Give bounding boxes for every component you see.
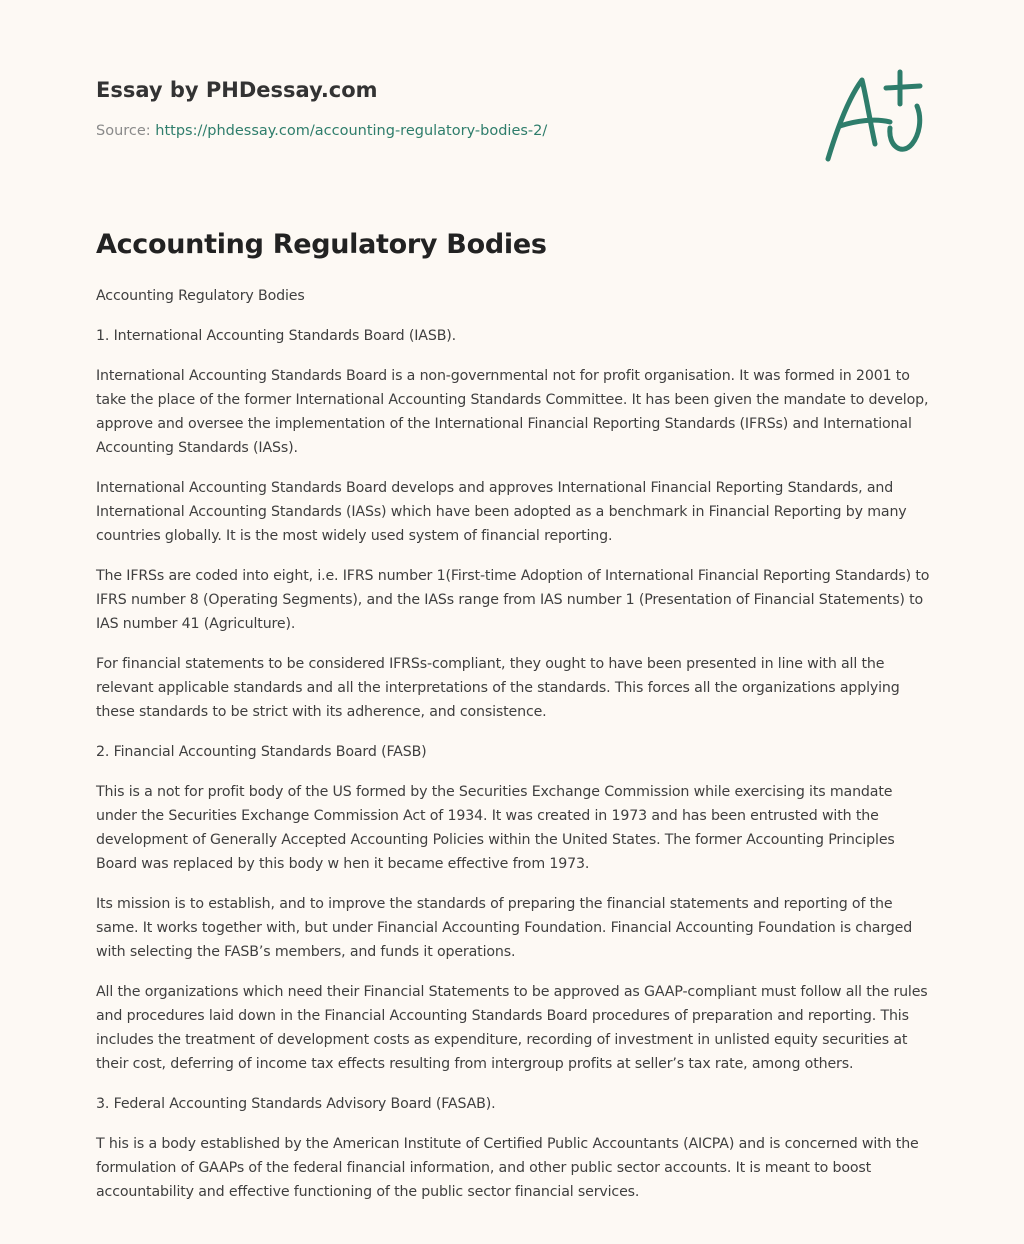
paragraph: Accounting Regulatory Bodies: [96, 288, 305, 304]
paragraph: All the organizations which need their Financial Statements to be approved as GAAP-compliant must follow all the rules and procedures laid down in the Financial Accounting Standards Board procedures of preparation and reporting. This includes the treatment of development costs as expenditure, recording of investment in unlisted equity securities at their cost, deferring of income tax effects resulting from intergroup profits at seller’s tax rate, among others.: [96, 984, 928, 1072]
source-label: Source:: [96, 123, 151, 139]
a-plus-logo-icon: [820, 66, 930, 166]
paragraph: 3. Federal Accounting Standards Advisory Board (FASAB).: [96, 1096, 496, 1112]
paragraph: International Accounting Standards Board develops and approves International Financial Reporting Standards, and International Accounting Standards (IASs) which have been adopted as a benchmark in Financial Reporting by many countries globally. It is the most widely used system of financial reporting.: [96, 480, 907, 544]
page-header: [96, 76, 796, 141]
source-line: [96, 121, 796, 141]
source-link[interactable]: https://phdessay.com/accounting-regulatory-bodies-2/: [155, 123, 548, 139]
paragraph: The IFRSs are coded into eight, i.e. IFRS number 1(First-time Adoption of International Financial Reporting Standards) to IFRS number 8 (Operating Segments), and the IASs range from IAS number 1 (Presentation of Financial Statements) to IAS number 41 (Agriculture).: [96, 568, 930, 632]
essay-title: Accounting Regulatory Bodies: [96, 229, 547, 260]
essay-body: [96, 284, 930, 1220]
paragraph: Its mission is to establish, and to improve the standards of preparing the financial statements and reporting of the same. It works together with, but under Financial Accounting Foundation. Financial Accounting Foundation is charged with selecting the FASB’s members, and funds it operations.: [96, 896, 913, 960]
site-title: Essay by PHDessay.com: [96, 78, 378, 102]
paragraph: International Accounting Standards Board is a non-governmental not for profit organisation. It was formed in 2001 to take the place of the former International Accounting Standards Committee. It has been given the mandate to develop, approve and oversee the implementation of the International Financial Reporting Standards (IFRSs) and International Accounting Standards (IASs).: [96, 368, 929, 456]
paragraph: 1. International Accounting Standards Board (IASB).: [96, 328, 457, 344]
paragraph: 2. Financial Accounting Standards Board (FASB): [96, 744, 427, 760]
paragraph: For financial statements to be considered IFRSs-compliant, they ought to have been presented in line with all the relevant applicable standards and all the interpretations of the standards. This forces all the organizations applying these standards to be strict with its adherence, and consistence.: [96, 656, 900, 720]
paragraph: This is a not for profit body of the US formed by the Securities Exchange Commission while exercising its mandate under the Securities Exchange Commission Act of 1934. It was created in 1973 and has been entrusted with the development of Generally Accepted Accounting Policies within the United States. The former Accounting Principles Board was replaced by this body w hen it became effective from 1973.: [96, 784, 895, 872]
paragraph: T his is a body established by the American Institute of Certified Public Accountants (AICPA) and is concerned with the formulation of GAAPs of the federal financial information, and other public sector accounts. It is meant to boost accountability and effective functioning of the public sector financial services.: [96, 1136, 919, 1200]
